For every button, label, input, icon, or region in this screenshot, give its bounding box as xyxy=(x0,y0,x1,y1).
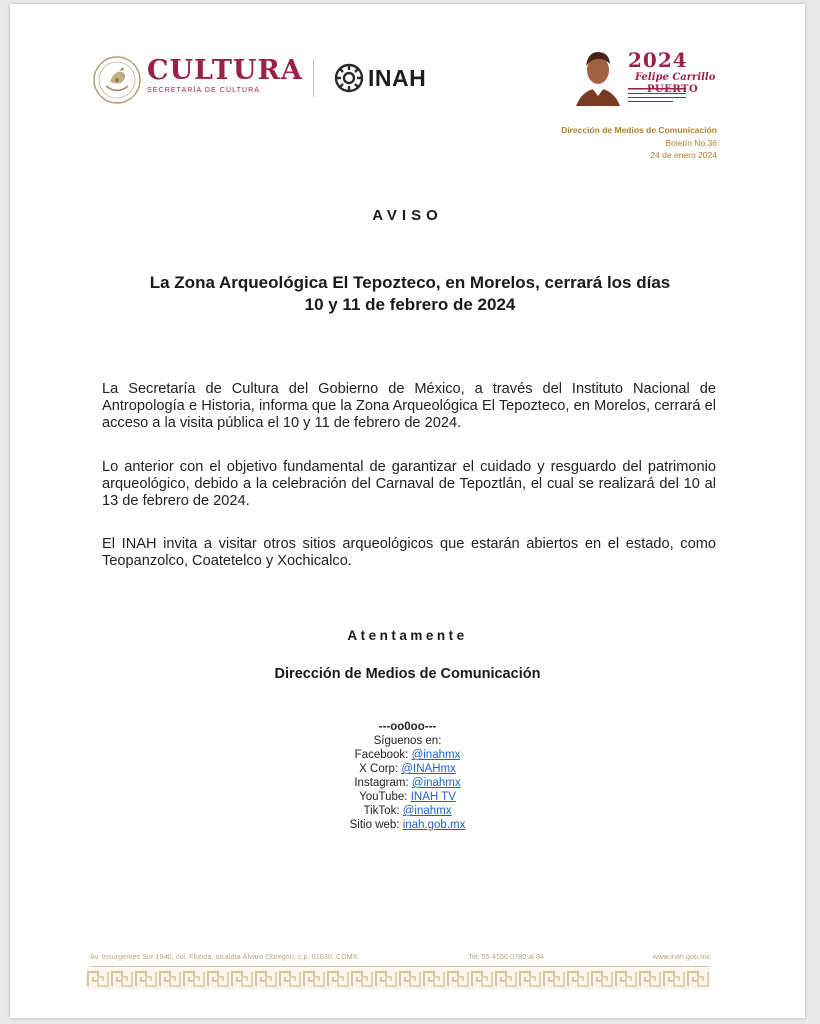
tiktok-link[interactable]: @inahmx xyxy=(402,805,452,817)
document-page xyxy=(10,4,805,1018)
cultura-logo-name: CULTURA xyxy=(147,55,303,86)
header-divider xyxy=(313,59,314,97)
social-label: Sitio web: xyxy=(349,819,400,831)
footer-contact xyxy=(90,952,710,961)
social-facebook xyxy=(10,748,805,762)
anniversary-name-line1: Felipe Carrillo xyxy=(635,72,716,83)
department-name: Dirección de Medios de Comunicación xyxy=(561,125,717,135)
inah-glyph-icon xyxy=(332,61,366,95)
headline-line1: La Zona Arqueológica El Tepozteco, en Morelos, cerrará los días xyxy=(149,273,671,292)
social-label: TikTok: xyxy=(363,805,400,817)
footer-phone: Tel: 55 4166 0780 al 84 xyxy=(468,952,545,961)
section-separator: ---oo0oo--- xyxy=(378,721,437,733)
footer-address: Av. Insurgentes Sur 1940, col. Florida, alcaldía Álvaro Obregón, c.p. 01030, CDMX. xyxy=(90,952,360,961)
mexico-coat-of-arms-icon xyxy=(92,55,142,105)
headline-line2: 10 y 11 de febrero de 2024 xyxy=(304,295,516,314)
headline xyxy=(90,272,730,316)
social-instagram xyxy=(10,776,805,790)
x-link[interactable]: @INAHmx xyxy=(401,763,456,775)
closing-salutation: Atentamente xyxy=(347,628,468,643)
social-label: Instagram: xyxy=(354,777,409,789)
cultura-logo xyxy=(147,56,303,94)
social-label: X Corp: xyxy=(359,763,399,775)
facebook-link[interactable]: @inahmx xyxy=(411,749,461,761)
social-website xyxy=(10,818,805,832)
decorative-pattern-band xyxy=(86,968,710,990)
social-links xyxy=(10,720,805,832)
social-youtube xyxy=(10,790,805,804)
notice-label: AVISO xyxy=(372,207,443,224)
anniversary-name-line2: PUERTO xyxy=(647,84,699,95)
cultura-logo-subtitle: SECRETARÍA DE CULTURA xyxy=(147,87,261,94)
body-paragraph: Lo anterior con el objetivo fundamental de garantizar el cuidado y resguardo del patrimonio arqueológico, debido a la celebración del Carnaval de Tepoztlán, el cual se realizará del 10 al 13 de febrero de 2024. xyxy=(102,459,716,509)
inah-logo-name: INAH xyxy=(368,64,427,91)
body-paragraph: La Secretaría de Cultura del Gobierno de México, a través del Instituto Nacional de Antropología e Historia, informa que la Zona Arqueológica El Tepozteco, en Morelos, cerrará el acceso a la visita pública el 10 y 11 de febrero de 2024. xyxy=(102,381,716,431)
inah-logo xyxy=(332,61,426,95)
social-intro: Síguenos en: xyxy=(373,735,442,747)
body-paragraph: El INAH invita a visitar otros sitios arqueológicos que estarán abiertos en el estado, como Teopanzolco, Coatetelco y Xochicalco. xyxy=(102,536,716,569)
anniversary-year: 2024 xyxy=(628,48,688,72)
social-label: Facebook: xyxy=(354,749,409,761)
signer: Dirección de Medios de Comunicación xyxy=(274,666,541,682)
social-x xyxy=(10,762,805,776)
bulletin-number: Boletín No.36 xyxy=(665,138,717,148)
social-tiktok xyxy=(10,804,805,818)
bulletin-date: 24 de enero 2024 xyxy=(650,150,717,160)
footer-website: www.inah.gob.mx xyxy=(652,952,710,961)
website-link[interactable]: inah.gob.mx xyxy=(402,819,466,831)
footer-divider xyxy=(90,966,710,967)
youtube-link[interactable]: INAH TV xyxy=(410,791,456,803)
social-label: YouTube: xyxy=(359,791,408,803)
instagram-link[interactable]: @inahmx xyxy=(411,777,461,789)
